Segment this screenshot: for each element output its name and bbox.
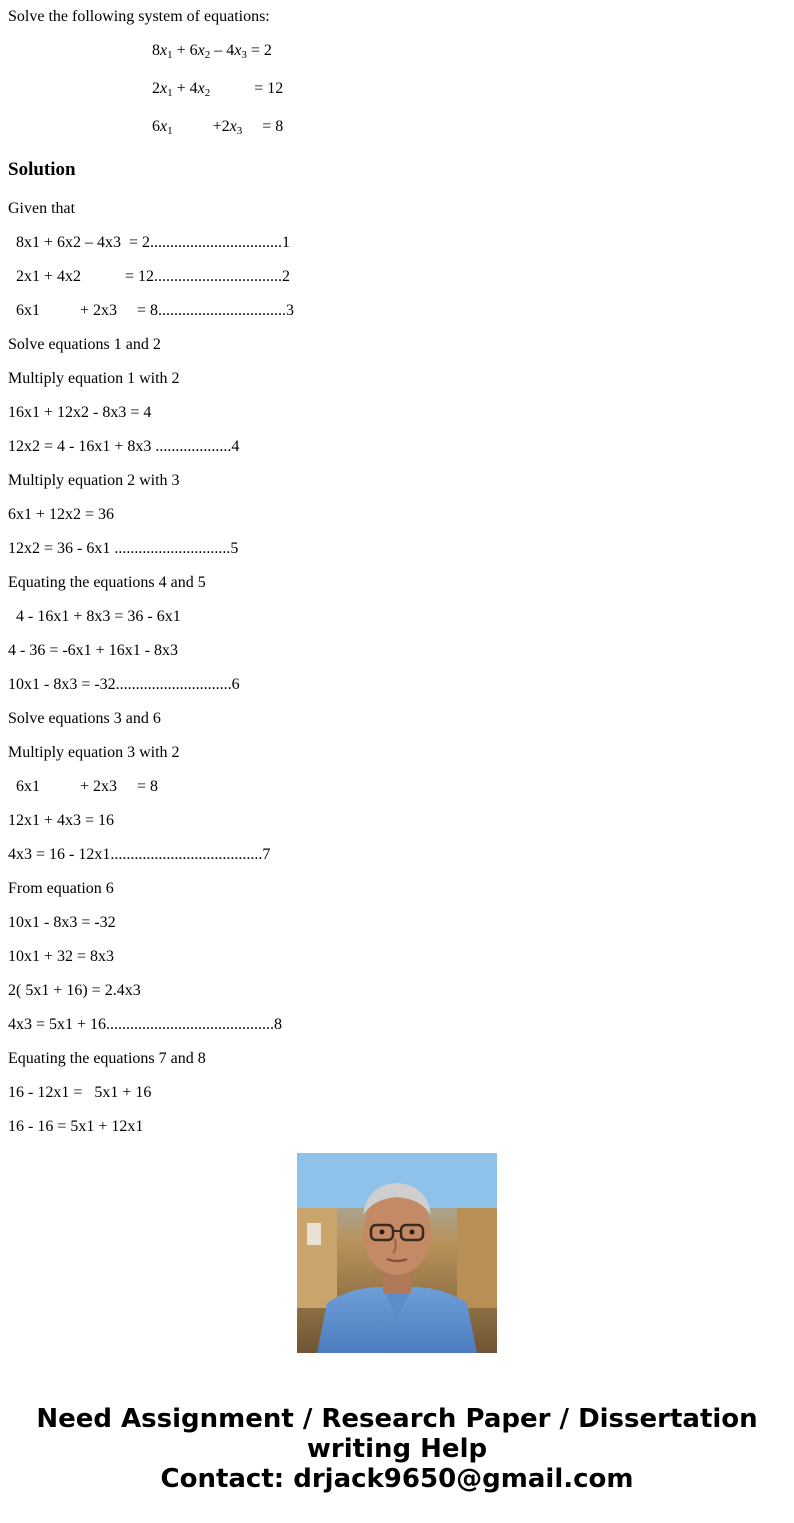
solution-line: 16x1 + 12x2 - 8x3 = 4 [8, 404, 152, 421]
solution-line: 16 - 12x1 = 5x1 + 16 [8, 1084, 152, 1101]
solution-line: Equating the equations 4 and 5 [8, 574, 206, 591]
solution-line: 12x2 = 36 - 6x1 .............................5 [8, 540, 239, 557]
contact-banner [0, 1404, 794, 1494]
solution-line: Solve equations 3 and 6 [8, 710, 161, 727]
solution-line: Given that [8, 200, 76, 217]
equation-2: $2x_1 + 4x_2$ = 12 [152, 80, 284, 99]
solution-line: 10x1 - 8x3 = -32 [8, 914, 116, 931]
solution-line: 4x3 = 5x1 + 16..........................................8 [8, 1016, 283, 1033]
banner-line-2: writing Help [306, 1434, 488, 1464]
solution-line: 10x1 - 8x3 = -32.............................6 [8, 676, 240, 693]
solution-line: 8x1 + 6x2 – 4x3 = 2.................................1 [8, 234, 291, 251]
solution-line: Equating the equations 7 and 8 [8, 1050, 206, 1067]
solution-line: Multiply equation 1 with 2 [8, 370, 180, 387]
banner-line-1: Need Assignment / Research Paper / Dissertation [36, 1404, 758, 1434]
solution-line: 4x3 = 16 - 12x1......................................7 [8, 846, 271, 863]
solution-line: 12x1 + 4x3 = 16 [8, 812, 115, 829]
solution-line: 6x1 + 2x3 = 8 [8, 778, 159, 795]
solution-line: 10x1 + 32 = 8x3 [8, 948, 115, 965]
solution-line: 2( 5x1 + 16) = 2.4x3 [8, 982, 141, 999]
author-avatar [297, 1153, 497, 1353]
solution-line: From equation 6 [8, 880, 114, 897]
solution-line: 4 - 36 = -6x1 + 16x1 - 8x3 [8, 642, 179, 659]
banner-contact: Contact: drjack9650@gmail.com [160, 1464, 634, 1494]
solution-line: 2x1 + 4x2 = 12................................2 [8, 268, 291, 285]
solution-line: Multiply equation 2 with 3 [8, 472, 180, 489]
solution-line: 6x1 + 2x3 = 8................................3 [8, 302, 295, 319]
solution-line: 4 - 16x1 + 8x3 = 36 - 6x1 [8, 608, 181, 625]
solution-line: Multiply equation 3 with 2 [8, 744, 180, 761]
solution-line: 6x1 + 12x2 = 36 [8, 506, 115, 523]
solution-line: 16 - 16 = 5x1 + 12x1 [8, 1118, 144, 1135]
solution-line: 12x2 = 4 - 16x1 + 8x3 ...................4 [8, 438, 240, 455]
author-photo [297, 1153, 497, 1353]
equation-1: $8x_1 + 6x_2 - 4x_3 = 2$ [152, 42, 272, 61]
solution-heading: Solution [8, 159, 76, 180]
solution-line: Solve equations 1 and 2 [8, 336, 161, 353]
question-intro: Solve the following system of equations: [8, 8, 270, 25]
equation-3: $6x_1$ $+2x_3$ = 8 [152, 118, 284, 137]
